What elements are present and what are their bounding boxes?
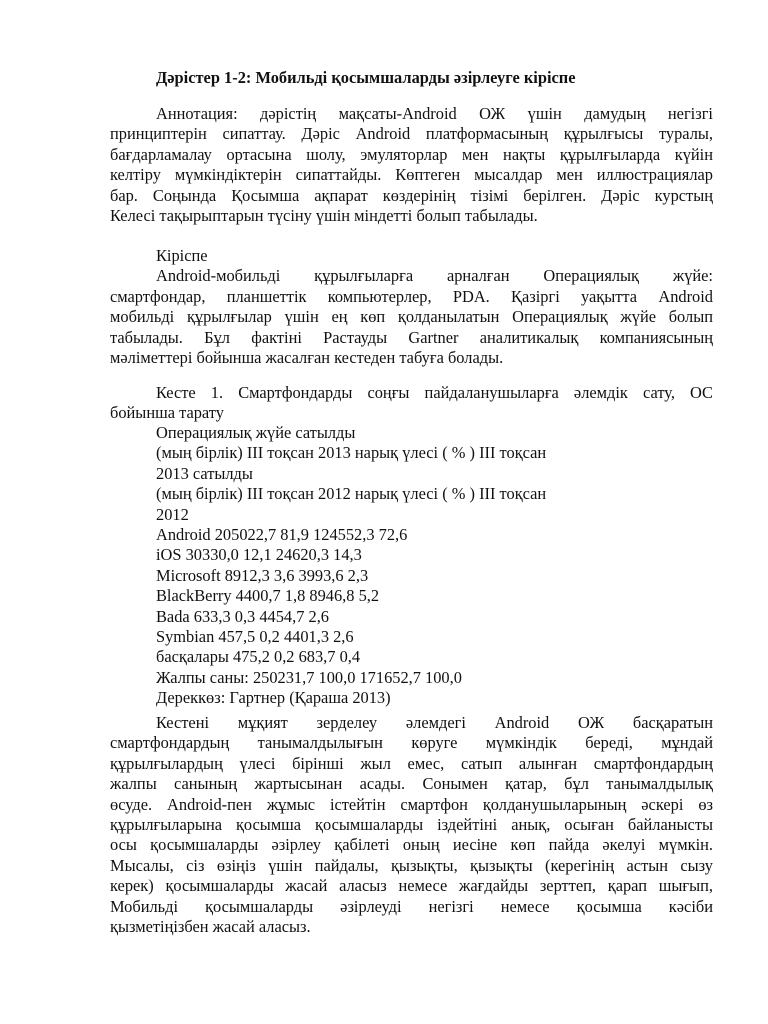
conclusion-line: Мысалы, сіз өзіңіз үшін пайдалы, қызықты, қызықты (керегінің астын сызу <box>110 855 713 875</box>
document-title: Дәрістер 1-2: Мобильді қосымшаларды әзірлеуге кіріспе <box>156 68 576 87</box>
conclusion-line: Кестені мұқият зерделеу әлемдегі Android ОЖ басқаратын <box>156 713 713 732</box>
table-line: (мың бірлік) III тоқсан 2012 нарық үлесі ( % ) III тоқсан <box>156 484 547 504</box>
conclusion-line: өсуде. Android-пен жұмыс істейтін смартфон қолданушыларының әскері өз <box>110 794 713 814</box>
intro-line: мәліметтері бойынша жасалған кестеден табуға болады. <box>110 348 504 368</box>
intro-line: Android-мобильді құрылғыларға арналған Операциялық жүйе: <box>156 266 713 286</box>
annotation-line: бар. Соңында Қосымша ақпарат көздерінің тізімі берілген. Дәріс курстың <box>110 185 713 205</box>
table-line: iOS 30330,0 12,1 24620,3 14,3 <box>156 545 362 565</box>
intro-heading: Кіріспе <box>156 246 208 265</box>
intro-line: смартфондар, планшеттік компьютерлер, PDA. Қазіргі уақытта Android <box>110 286 713 306</box>
intro-line: мобильді құрылғылар үшін ең көп қолданылатын Операциялық жүйе болып <box>110 307 713 327</box>
table-line: басқалары 475,2 0,2 683,7 0,4 <box>156 647 361 667</box>
annotation-line: бағдарламалау ортасына шолу, эмуляторлар мен нақты құрылғыларда күйін <box>110 144 713 164</box>
table-caption-line: Кесте 1. Смартфондарды соңғы пайдаланушыларға әлемдік сату, ОС <box>156 383 713 402</box>
conclusion-line: смартфондардың танымалдылығын көруге мүмкіндік береді, мұндай <box>110 733 713 753</box>
conclusion-line: құрылғылардың үлесі бірінші жыл емес, сатып алынған смартфондардың <box>110 753 713 773</box>
annotation-line: принциптерін сипаттау. Дәріс Android платформасының құрылғысы туралы, <box>110 124 713 144</box>
table-line: (мың бірлік) III тоқсан 2013 нарық үлесі ( % ) III тоқсан <box>156 443 547 463</box>
annotation-line: келтіру мүмкіндіктерін сипаттайды. Көптеген мысалдар мен иллюстрациялар <box>110 165 713 185</box>
table-caption-line: бойынша тарату <box>110 403 224 423</box>
conclusion-line: жалпы санының жартысынан асады. Сонымен қатар, бұл танымалдылық <box>110 774 713 794</box>
annotation-line: Аннотация: дәрістің мақсаты-Android ОЖ үшін дамудың негізгі <box>156 104 713 123</box>
table-line: 2013 сатылды <box>156 463 253 483</box>
intro-line: табылады. Бұл фактіні Растауды Gartner аналитикалық компаниясының <box>110 327 713 347</box>
table-line: Symbian 457,5 0,2 4401,3 2,6 <box>156 627 354 647</box>
table-line: Дереккөз: Гартнер (Қараша 2013) <box>156 688 391 708</box>
table-line: Жалпы саны: 250231,7 100,0 171652,7 100,0 <box>156 667 462 687</box>
conclusion-line: қызметіңізбен жасай аласыз. <box>110 917 311 937</box>
table-line: 2012 <box>156 504 189 524</box>
conclusion-line: осы қосымшаларды әзірлеу қабілеті оның иесіне көп пайда әкелуі мүмкін. <box>110 835 713 855</box>
table-line: Microsoft 8912,3 3,6 3993,6 2,3 <box>156 565 369 585</box>
conclusion-paragraph <box>110 713 713 937</box>
table-text <box>110 423 713 709</box>
intro-section <box>110 246 713 368</box>
table-line: BlackBerry 4400,7 1,8 8946,8 5,2 <box>156 586 380 606</box>
annotation-line: Келесі тақырыптарын түсіну үшін міндетті болып табылады. <box>110 206 538 226</box>
annotation-paragraph <box>110 104 713 226</box>
table-line: Android 205022,7 81,9 124552,3 72,6 <box>156 525 408 545</box>
conclusion-line: құрылғыларына қосымша қосымшаларды іздейтіні анық, осыған байланысты <box>110 815 713 835</box>
conclusion-line: Мобильді қосымшаларды әзірлеуді негізгі немесе қосымша кәсіби <box>110 896 713 916</box>
conclusion-line: керек) қосымшаларды жасай аласыз немесе жағдайды зерттеп, қарап шығып, <box>110 876 713 896</box>
table-caption <box>110 383 713 424</box>
table-line: Операциялық жүйе сатылды <box>156 423 356 442</box>
table-line: Bada 633,3 0,3 4454,7 2,6 <box>156 606 329 626</box>
